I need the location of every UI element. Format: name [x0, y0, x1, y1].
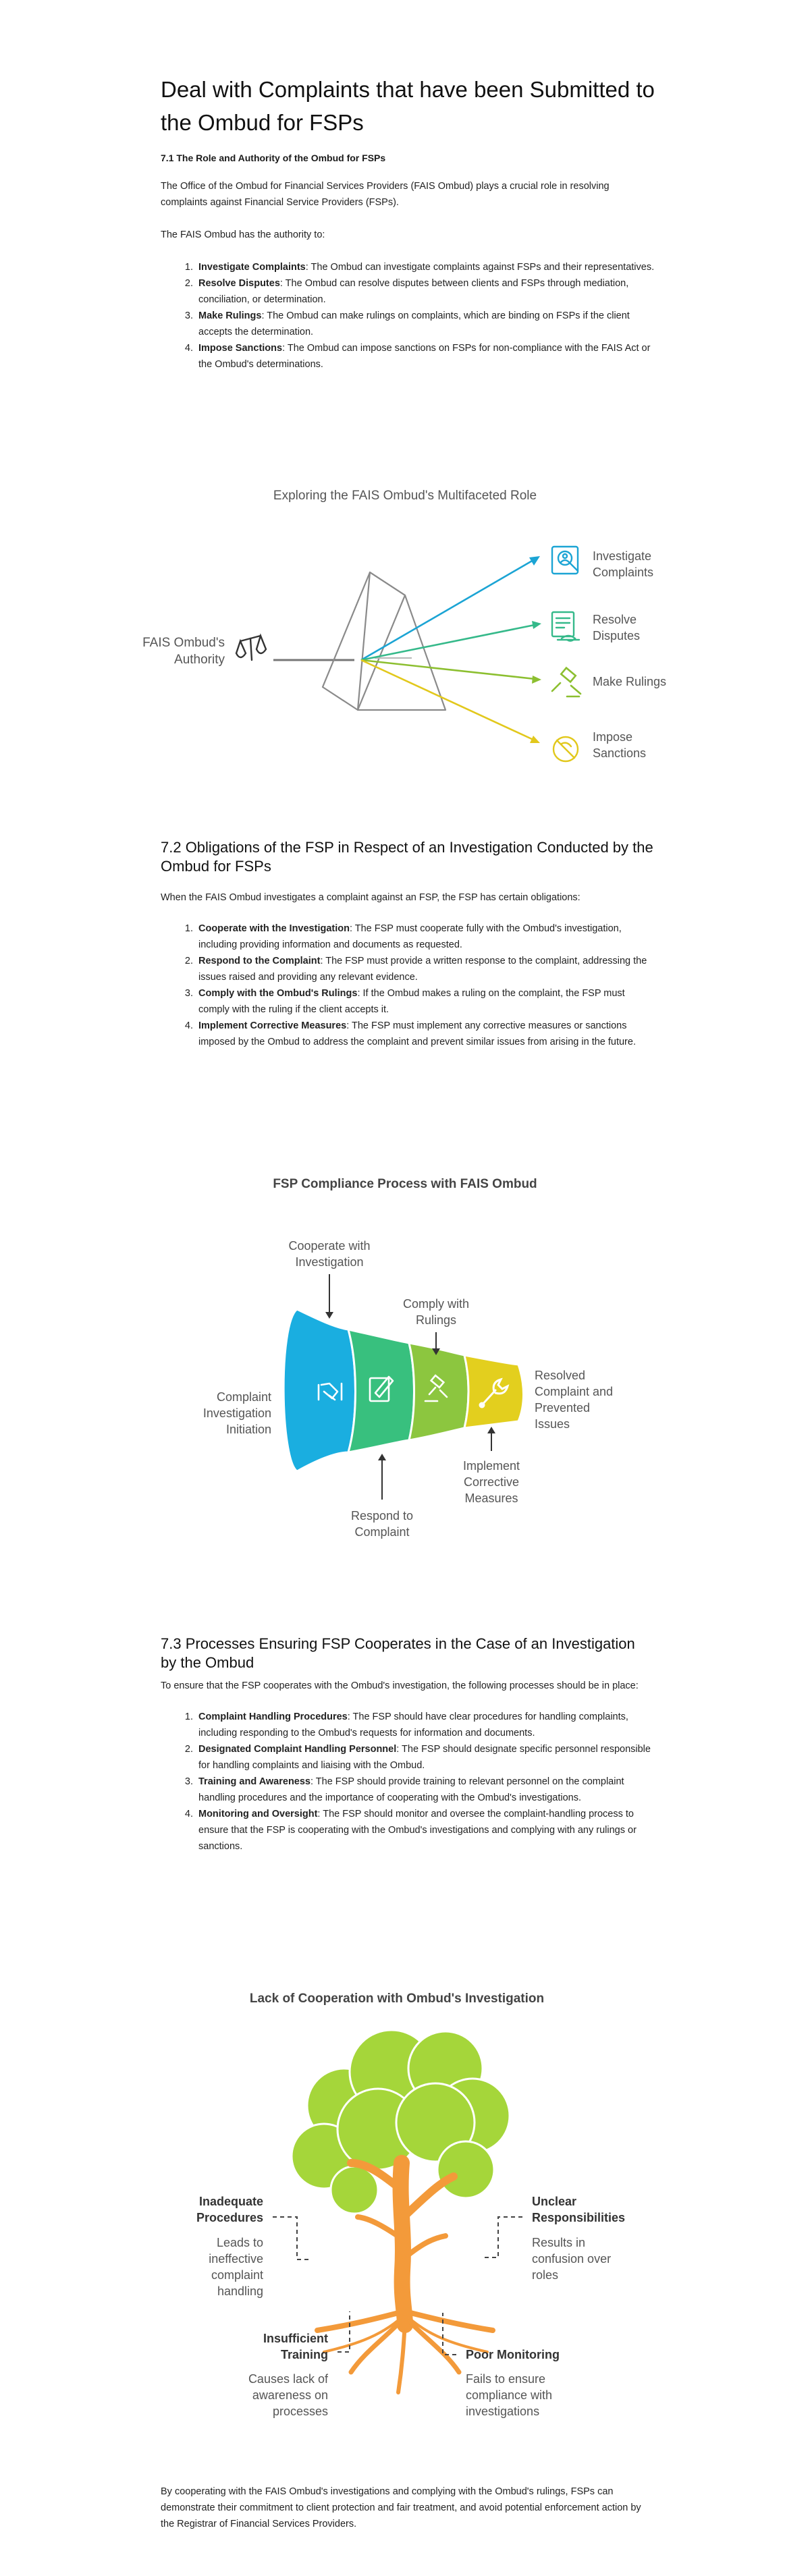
output-label: Complaints [593, 566, 654, 579]
ray-rulings [361, 660, 535, 679]
list-item: 3. Training and Awareness: The FSP should provide training to relevant personnel on the complaint handling procedures and the importance of cooperating with the Ombud's investigations. [196, 1774, 655, 1806]
connector-arrowhead [487, 1427, 495, 1433]
funnel-diagram [0, 1162, 810, 1567]
list-item: 2. Respond to the Complaint: The FSP must provide a written response to the complaint, addressing the issues raised and providing any relevant evidence. [196, 953, 655, 985]
funnel-label-bottom: Respond to [350, 1509, 414, 1523]
funnel-segment-2 [348, 1330, 414, 1452]
list-item: 4. Monitoring and Oversight: The FSP should monitor and oversee the complaint-handling process to ensure that the FSP is cooperating with the Ombud's investigations and complying with any rulings or sanctions. [196, 1806, 655, 1855]
section-heading-7-3: 7.3 Processes Ensuring FSP Cooperates in the Case of an Investigation by the Ombud [161, 1635, 635, 1671]
list-item: 4. Implement Corrective Measures: The FSP must implement any corrective measures or sanctions imposed by the Ombud to address the complaint and prevent similar issues from arising in the future. [196, 1018, 655, 1050]
dashed-connector [273, 2217, 312, 2259]
connector-arrowhead [378, 1454, 386, 1460]
funnel-label-left: Investigation [202, 1406, 271, 1420]
cause-heading: Inadequate [198, 2195, 263, 2208]
page-title: Deal with Complaints that have been Submitted to the Ombud for FSPs [161, 77, 655, 135]
cause-heading: Procedures [196, 2211, 263, 2224]
authority-list [161, 259, 655, 373]
dashed-connector [485, 2217, 522, 2257]
funnel-label-bottom: Implement [462, 1459, 520, 1473]
cause-description: complaint [211, 2268, 263, 2282]
blocked-hand-icon [554, 737, 578, 761]
obligations-list [161, 921, 655, 1050]
cause-description: handling [217, 2284, 263, 2298]
processes-list [161, 1709, 655, 1855]
funnel-label-right: Prevented [535, 1401, 591, 1415]
funnel-label-left: Initiation [225, 1423, 271, 1436]
cause-description: confusion over [532, 2252, 612, 2266]
cause-heading: Unclear [532, 2195, 577, 2208]
cause-heading: Poor Monitoring [466, 2348, 560, 2361]
funnel-label-bottom: Complaint [354, 1525, 410, 1539]
cause-description: Results in [532, 2236, 586, 2249]
connector-arrowhead [325, 1312, 333, 1319]
prism-shape [323, 572, 446, 710]
paragraph: The Office of the Ombud for Financial Services Providers (FAIS Ombud) plays a crucial role in resolving complaints against Financial Service Providers (FSPs). [161, 181, 610, 208]
ray-resolve-arrow [532, 621, 541, 629]
closing-paragraph: By cooperating with the FAIS Ombud's investigations and complying with the Ombud's rulings, FSPs can demonstrate their commitment to client protection and fair treatment, and avoid potential enforcement action by the Registrar of Financial Services Providers. [161, 2486, 641, 2529]
ray-resolve [361, 625, 535, 660]
paragraph: The FAIS Ombud has the authority to: [161, 229, 325, 240]
funnel-label-bottom: Corrective [463, 1475, 520, 1489]
ray-rulings-arrow [532, 676, 541, 684]
funnel-label-top: Rulings [415, 1313, 457, 1327]
output-label: Investigate [593, 549, 652, 563]
list-item: 2. Resolve Disputes: The Ombud can resolve disputes between clients and FSPs through mediation, conciliation, or determination. [196, 275, 655, 308]
closing-section [161, 2484, 655, 2532]
section-3 [161, 1635, 655, 1855]
list-item: 2. Designated Complaint Handling Personnel: The FSP should designate specific personnel responsible for handling complaints and liaising with the Ombud. [196, 1741, 655, 1774]
section-heading-7-1: 7.1 The Role and Authority of the Ombud for FSPs [161, 153, 386, 163]
cause-description: Leads to [216, 2236, 263, 2249]
cause-description: processes [272, 2405, 328, 2418]
cause-description: Causes lack of [248, 2372, 328, 2386]
magnifier-person-icon [552, 547, 578, 574]
cause-description: Fails to ensure [466, 2372, 546, 2386]
tree-diagram [0, 1961, 810, 2446]
prism-diagram [0, 472, 810, 783]
diagram-title: Lack of Cooperation with Ombud's Investigation [249, 1992, 545, 2006]
output-label: Sanctions [593, 746, 647, 760]
gavel-icon [552, 668, 580, 696]
diagram-title: Exploring the FAIS Ombud's Multifaceted Role [273, 489, 537, 503]
output-label: Impose [593, 730, 633, 744]
funnel-label-right: Complaint and [535, 1385, 614, 1398]
diagram-title: FSP Compliance Process with FAIS Ombud [273, 1177, 537, 1191]
list-item: 1. Investigate Complaints: The Ombud can investigate complaints against FSPs and their representatives. [196, 259, 655, 275]
list-item: 3. Make Rulings: The Ombud can make rulings on complaints, which are binding on FSPs if the client accepts the determination. [196, 308, 655, 340]
list-item: 1. Cooperate with the Investigation: The FSP must cooperate fully with the Ombud's investigation, including providing information and documents as requested. [196, 921, 655, 953]
cause-heading: Training [280, 2348, 328, 2361]
ray-investigate [361, 560, 533, 660]
section-heading-7-2: 7.2 Obligations of the FSP in Respect of an Investigation Conducted by the Ombud for FSPs [161, 839, 653, 875]
cause-heading: Responsibilities [532, 2211, 626, 2224]
list-item: 1. Complaint Handling Procedures: The FSP should have clear procedures for handling complaints, including responding to the Ombud's requests for information and documents. [196, 1709, 655, 1741]
ray-sanctions [361, 660, 533, 740]
cause-description: compliance with [466, 2388, 553, 2402]
cause-description: awareness on [252, 2388, 328, 2402]
funnel-segment-3 [409, 1343, 468, 1440]
funnel-label-bottom: Measures [464, 1491, 518, 1505]
paragraph: When the FAIS Ombud investigates a complaint against an FSP, the FSP has certain obligations: [161, 892, 580, 903]
list-item: 3. Comply with the Ombud's Rulings: If the Ombud makes a ruling on the complaint, the FSP must comply with the ruling if the client accepts it. [196, 985, 655, 1018]
output-label: Make Rulings [593, 675, 667, 688]
scales-icon [236, 636, 266, 660]
section-2 [161, 838, 655, 1050]
section-1 [161, 73, 655, 373]
funnel-label-left: Complaint [216, 1390, 271, 1404]
output-label: Disputes [593, 629, 641, 642]
paragraph: To ensure that the FSP cooperates with the Ombud's investigation, the following processes should be in place: [161, 1680, 639, 1691]
funnel-label-right: Issues [535, 1417, 570, 1431]
funnel-label-top: Comply with [402, 1297, 470, 1311]
source-label: Authority [174, 653, 225, 667]
funnel-label-right: Resolved [535, 1369, 586, 1382]
funnel-label-top: Cooperate with [288, 1239, 371, 1253]
cause-description: ineffective [209, 2252, 263, 2266]
funnel-label-top: Investigation [295, 1255, 364, 1269]
output-label: Resolve [593, 613, 637, 626]
funnel-segment-1 [284, 1309, 355, 1471]
list-item: 4. Impose Sanctions: The Ombud can impose sanctions on FSPs for non-compliance with the FAIS Act or the Ombud's determinations. [196, 340, 655, 373]
cause-description: investigations [466, 2405, 540, 2418]
document-handshake-icon [552, 612, 579, 641]
source-label: FAIS Ombud's [142, 636, 225, 650]
cause-description: roles [532, 2268, 559, 2282]
cause-heading: Insufficient [263, 2332, 328, 2345]
